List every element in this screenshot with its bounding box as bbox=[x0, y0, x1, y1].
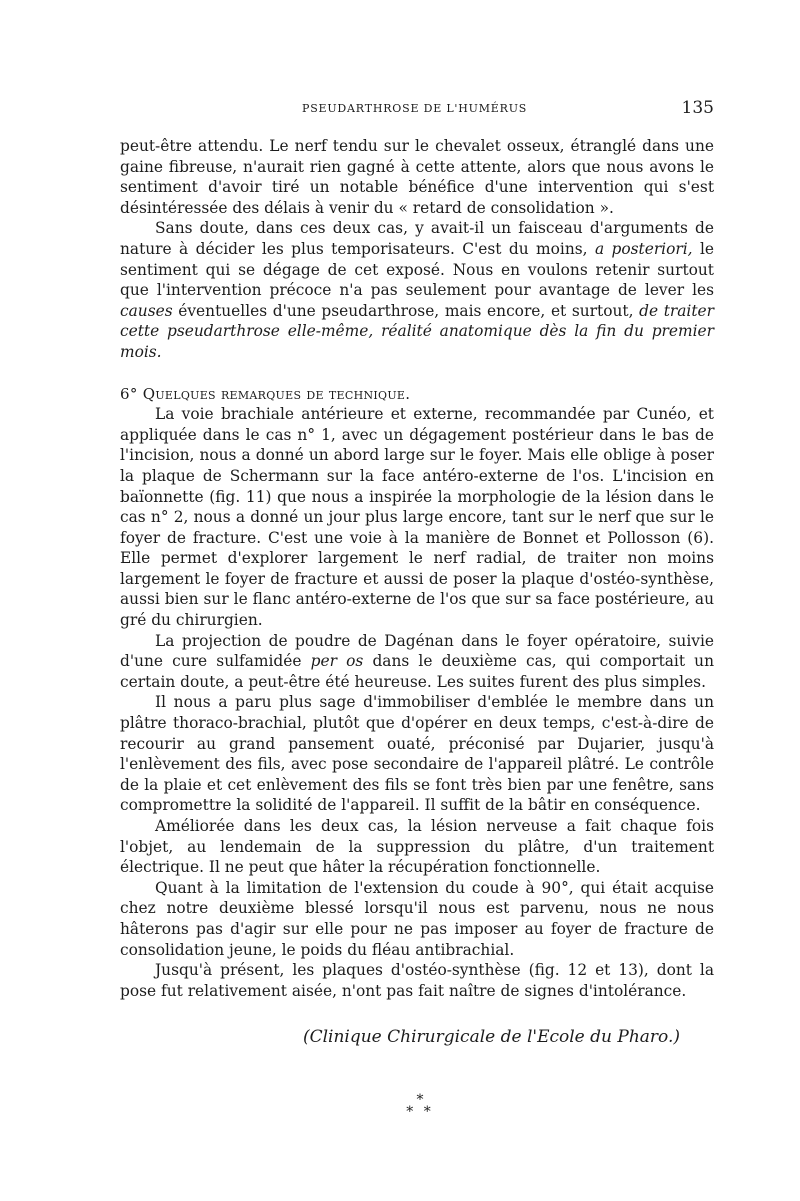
page-number: 135 bbox=[681, 98, 714, 118]
body-paragraph: Quant à la limitation de l'extension du coude à 90°, qui était acquise chez notre deuxième blessé lorsqu'il nous est parvenu, nous ne nous hâterons pas d'agir sur elle pour ne pas imposer au foyer de fracture de consolidation jeune, le poids du fléau antibrachial. bbox=[120, 878, 714, 959]
body-text bbox=[120, 136, 714, 1001]
body-paragraph: La projection de poudre de Dagénan dans le foyer opératoire, suivie d'une cure sulfamidée per os dans le deuxième cas, qui comportait un certain doute, a peut-être été heureuse. Les suites furent des plus simples. bbox=[120, 631, 715, 691]
running-header bbox=[120, 98, 714, 122]
body-paragraph: Sans doute, dans ces deux cas, y avait-il un faisceau d'arguments de nature à décider les plus temporisateurs. C'est du moins, a posteriori, le sentiment qui se dégage de cet exposé. Nous en voulons retenir surtout que l'intervention précoce n'a pas seulement pour avantage de lever les causes éventuelles d'une pseudarthrose, mais encore, et surtout, de traiter cette pseudarthrose elle-même, réalité anatomique dès la fin du premier mois. bbox=[120, 219, 714, 361]
body-paragraph: Il nous a paru plus sage d'immobiliser d'emblée le membre dans un plâtre thoraco-brachial, plutôt que d'opérer en deux temps, c'est-à-dire de recourir au grand pansement ouaté, préconisé par Dujarier, jusqu'à l'enlèvement des fils, avec pose secondaire de l'appareil plâtré. Le contrôle de la plaie et cet enlèvement des fils se font très bien par une fenêtre, sans compromettre la solidité de l'appareil. Il suffit de la bâtir en conséquence. bbox=[120, 693, 714, 815]
body-paragraph: Améliorée dans les deux cas, la lésion nerveuse a fait chaque fois l'objet, au lendemain de la suppression du plâtre, d'un traitement électrique. Il ne peut que hâter la récupération fonctionnelle. bbox=[120, 817, 714, 877]
body-paragraph: La voie brachiale antérieure et externe, recommandée par Cunéo, et appliquée dans le cas n° 1, avec un dégagement postérieur dans le bas de l'incision, nous a donné un abord large sur le foyer. Mais elle oblige à poser la plaque de Schermann sur la face antéro-externe de l'os. L'incision en baïonnette (fig. 11) que nous a inspirée la morphologie de la lésion dans le cas n° 2, nous a donné un jour plus large encore, tant sur le nerf que sur le foyer de fracture. C'est une voie à la manière de Bonnet et Pollosson (6). Elle permet d'explorer largement le nerf radial, de traiter non moins largement le foyer de fracture et aussi de poser la plaque d'ostéo-synthèse, aussi bien sur le flanc antéro-externe de l'os que sur sa face postérieure, au gré du chirurgien. bbox=[120, 405, 714, 630]
institution-signature: (Clinique Chirurgicale de l'Ecole du Pharo.) bbox=[302, 1027, 680, 1047]
asterism-ornament bbox=[405, 1094, 435, 1134]
body-paragraph: peut-être attendu. Le nerf tendu sur le chevalet osseux, étranglé dans une gaine fibreuse, n'aurait rien gagné à cette attente, alors que nous avons le sentiment d'avoir tiré un notable bénéfice d'une intervention qui s'est désintéressée des délais à venir du « retard de consolidation ». bbox=[120, 137, 714, 217]
asterism-bottom: * * bbox=[406, 1104, 434, 1120]
asterism-top: * bbox=[416, 1092, 424, 1108]
running-title: PSEUDARTHROSE DE L'HUMÉRUS bbox=[302, 102, 528, 115]
body-paragraph: Jusqu'à présent, les plaques d'ostéo-synthèse (fig. 12 et 13), dont la pose fut relativement aisée, n'ont pas fait naître de signes d'intolérance. bbox=[120, 961, 714, 1000]
section-heading: 6° Quelques remarques de technique. bbox=[120, 384, 411, 403]
